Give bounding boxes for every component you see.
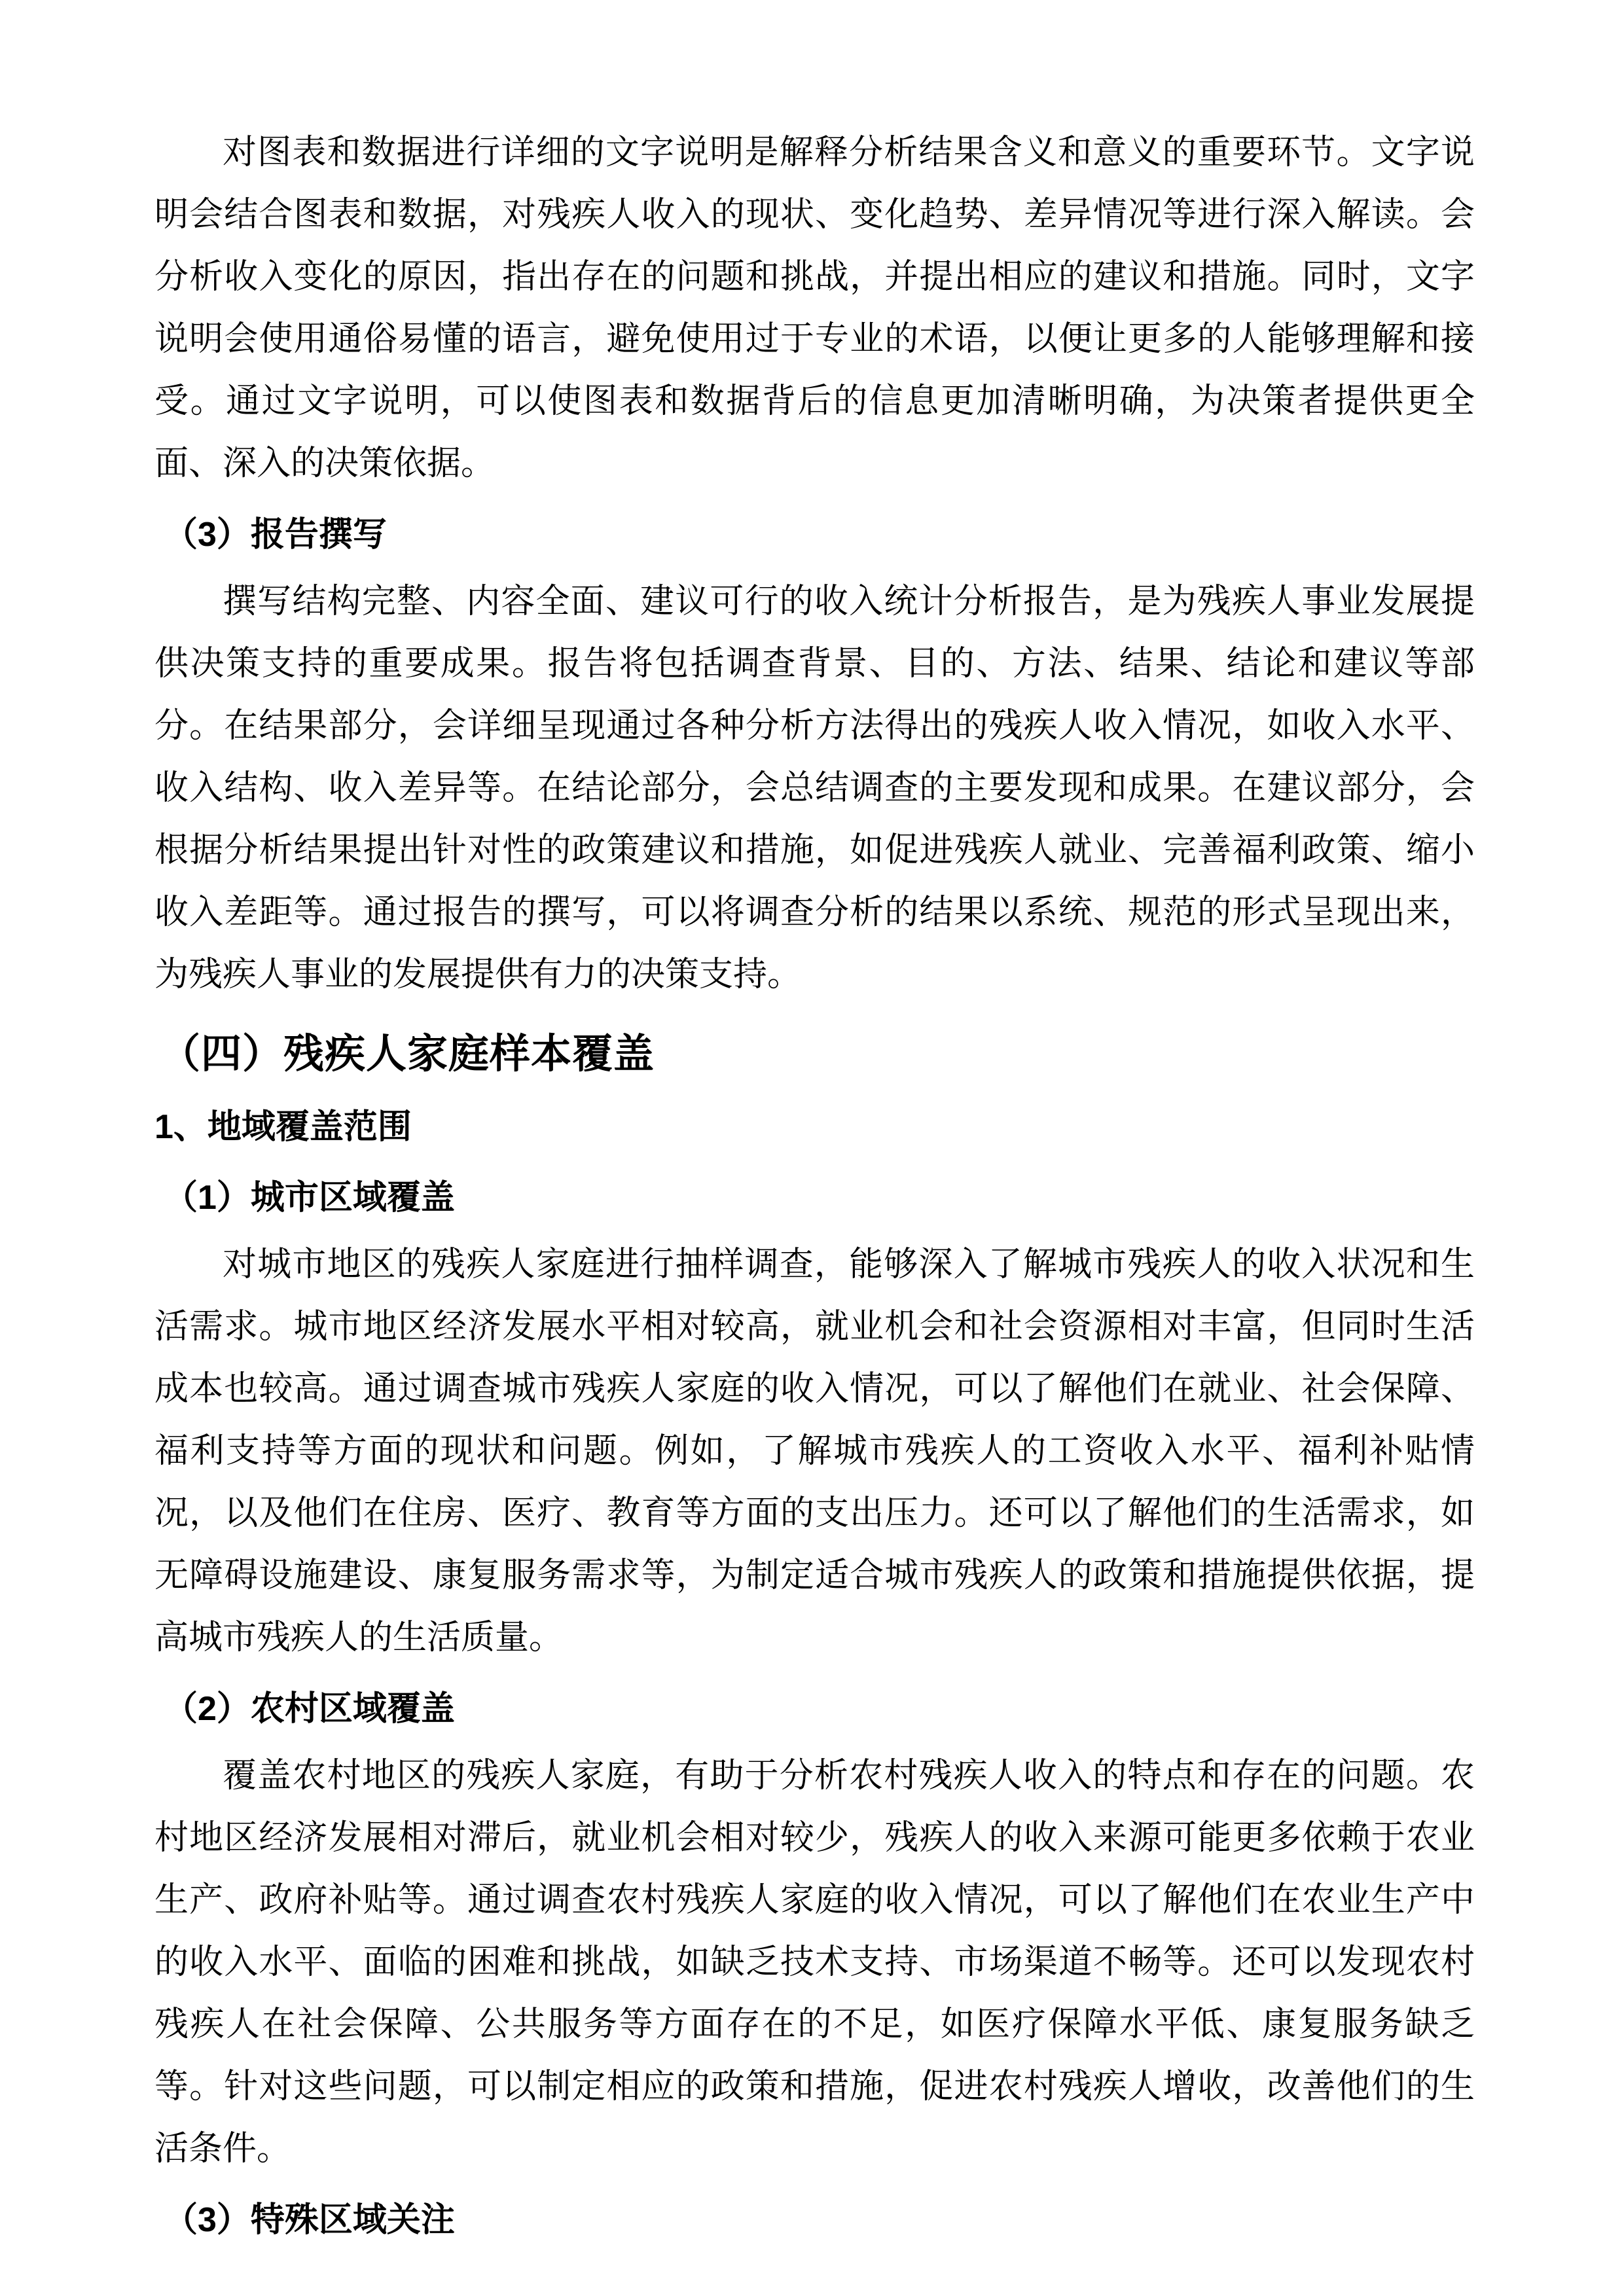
heading-regional-coverage: 1、地域覆盖范围 xyxy=(154,1108,412,1146)
heading-rural-coverage: （2）农村区域覆盖 xyxy=(164,1690,455,1728)
heading-sample-coverage: （四）残疾人家庭样本覆盖 xyxy=(160,1031,655,1077)
paragraph-chart-explanation: 对图表和数据进行详细的文字说明是解释分析结果含义和意义的重要环节。文字说明会结合图表和数据，对残疾人收入的现状、变化趋势、差异情况等进行深入解读。会分析收入变化的原因，指出存在的问题和挑战，并提出相应的建议和措施。同时，文字说明会使用通俗易懂的语言，避免使用过于专业的术语，以便让更多的人能够理解和接受。通过文字说明，可以使图表和数据背后的信息更加清晰明确，为决策者提供更全面、深入的决策依据。 xyxy=(154,134,1475,482)
paragraph-urban-coverage: 对城市地区的残疾人家庭进行抽样调查，能够深入了解城市残疾人的收入状况和生活需求。城市地区经济发展水平相对较高，就业机会和社会资源相对丰富，但同时生活成本也较高。通过调查城市残疾人家庭的收入情况，可以了解他们在就业、社会保障、福利支持等方面的现状和问题。例如，了解城市残疾人的工资收入水平、福利补贴情况，以及他们在住房、医疗、教育等方面的支出压力。还可以了解他们的生活需求，如无障碍设施建设、康复服务需求等，为制定适合城市残疾人的政策和措施提供依据，提高城市残疾人的生活质量。 xyxy=(154,1246,1475,1657)
document-body xyxy=(154,122,1475,2251)
paragraph-report-writing: 撰写结构完整、内容全面、建议可行的收入统计分析报告，是为残疾人事业发展提供决策支持的重要成果。报告将包括调查背景、目的、方法、结果、结论和建议等部分。在结果部分，会详细呈现通过各种分析方法得出的残疾人收入情况，如收入水平、收入结构、收入差异等。在结论部分，会总结调查的主要发现和成果。在建议部分，会根据分析结果提出针对性的政策建议和措施，如促进残疾人就业、完善福利政策、缩小收入差距等。通过报告的撰写，可以将调查分析的结果以系统、规范的形式呈现出来，为残疾人事业的发展提供有力的决策支持。 xyxy=(154,583,1475,994)
paragraph-rural-coverage: 覆盖农村地区的残疾人家庭，有助于分析农村残疾人收入的特点和存在的问题。农村地区经济发展相对滞后，就业机会相对较少，残疾人的收入来源可能更多依赖于农业生产、政府补贴等。通过调查农村残疾人家庭的收入情况，可以了解他们在农业生产中的收入水平、面临的困难和挑战，如缺乏技术支持、市场渠道不畅等。还可以发现农村残疾人在社会保障、公共服务等方面存在的不足，如医疗保障水平低、康复服务缺乏等。针对这些问题，可以制定相应的政策和措施，促进农村残疾人增收，改善他们的生活条件。 xyxy=(154,1757,1475,2168)
heading-urban-coverage: （1）城市区域覆盖 xyxy=(164,1179,455,1217)
heading-special-area: （3）特殊区域关注 xyxy=(164,2201,455,2239)
heading-report-writing: （3）报告撰写 xyxy=(164,516,387,554)
